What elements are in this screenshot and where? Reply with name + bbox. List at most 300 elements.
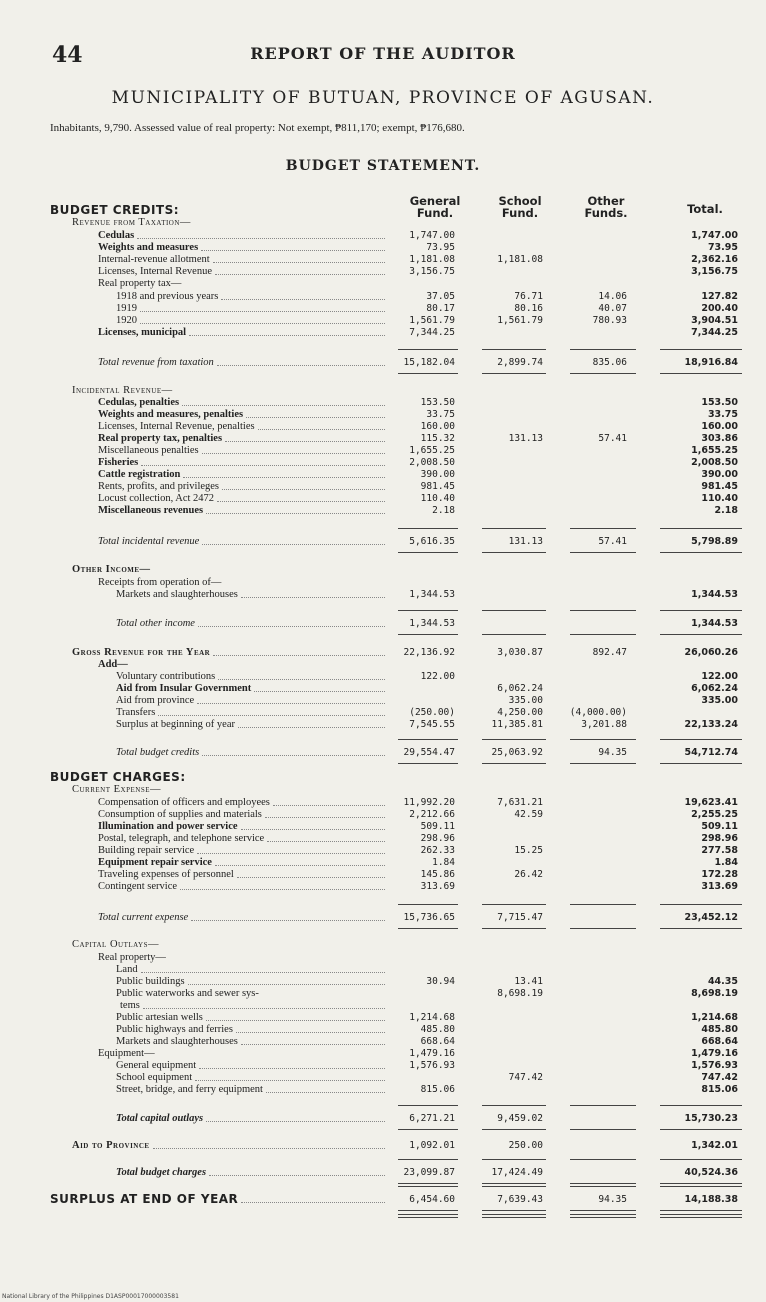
dot-leader bbox=[195, 1080, 385, 1081]
school-fund-cell: 13.41 bbox=[514, 976, 543, 987]
school-fund-cell: 6,062.24 bbox=[497, 683, 543, 694]
row-label: Real property— bbox=[98, 952, 166, 963]
other-funds-cell: 835.06 bbox=[592, 357, 627, 368]
total-cell: 7,344.25 bbox=[691, 327, 738, 338]
general-fund-cell: 122.00 bbox=[420, 671, 455, 682]
general-fund-cell: 80.17 bbox=[426, 303, 455, 314]
general-fund-cell: 7,344.25 bbox=[409, 327, 455, 338]
general-fund-cell: 23,099.87 bbox=[403, 1167, 455, 1178]
total-cell: 1.84 bbox=[714, 857, 738, 868]
dot-leader bbox=[217, 501, 385, 502]
general-fund-cell: 1,655.25 bbox=[409, 445, 455, 456]
other-funds-cell: 14.06 bbox=[598, 291, 627, 302]
total-cell: 40,524.36 bbox=[684, 1167, 738, 1178]
school-fund-cell: 42.59 bbox=[514, 809, 543, 820]
sum-rule bbox=[660, 634, 742, 635]
sum-rule bbox=[570, 739, 636, 740]
total-cell: 172.28 bbox=[701, 869, 738, 880]
general-fund-cell: 6,454.60 bbox=[409, 1194, 455, 1205]
sum-rule bbox=[660, 1210, 742, 1211]
row-label: Public artesian wells bbox=[116, 1012, 203, 1023]
total-cell: 6,062.24 bbox=[691, 683, 738, 694]
general-fund-cell: 2,008.50 bbox=[409, 457, 455, 468]
dot-leader bbox=[141, 972, 385, 973]
sum-rule bbox=[570, 634, 636, 635]
sum-rule bbox=[482, 1183, 546, 1184]
other-funds-cell: 40.07 bbox=[598, 303, 627, 314]
general-fund-cell: 22,136.92 bbox=[403, 647, 455, 658]
page-title: MUNICIPALITY OF BUTUAN, PROVINCE OF AGUSAN. bbox=[111, 88, 655, 108]
sum-rule bbox=[570, 1159, 636, 1160]
dot-leader bbox=[202, 453, 385, 454]
row-label: Incidental Revenue— bbox=[72, 385, 173, 396]
row-label: Street, bridge, and ferry equipment bbox=[116, 1084, 263, 1095]
general-fund-cell: 11,992.20 bbox=[403, 797, 455, 808]
sum-rule bbox=[660, 1105, 742, 1106]
total-cell: 1,479.16 bbox=[691, 1048, 738, 1059]
row-label: Total other income bbox=[116, 618, 195, 629]
page-number: 44 bbox=[52, 42, 83, 68]
total-cell: 1,214.68 bbox=[691, 1012, 738, 1023]
sum-rule bbox=[398, 763, 458, 764]
table-row bbox=[0, 880, 766, 893]
row-label: Voluntary contributions bbox=[116, 671, 216, 682]
sum-rule bbox=[660, 904, 742, 905]
sum-rule bbox=[570, 1186, 636, 1187]
general-fund-cell: 30.94 bbox=[426, 976, 455, 987]
final-double-rule bbox=[660, 1214, 742, 1218]
row-label: Total current expense bbox=[98, 912, 189, 923]
school-fund-cell: 131.13 bbox=[508, 433, 543, 444]
school-fund-cell: 250.00 bbox=[508, 1140, 543, 1151]
general-fund-cell: 115.32 bbox=[420, 433, 455, 444]
row-label: tems bbox=[120, 1000, 140, 1011]
row-label: Revenue from Taxation— bbox=[72, 217, 191, 228]
general-fund-cell: 668.64 bbox=[420, 1036, 455, 1047]
sum-rule bbox=[398, 1105, 458, 1106]
row-label: Real property tax, penalties bbox=[98, 433, 223, 444]
table-total-row bbox=[0, 617, 766, 630]
row-label: Other Income— bbox=[72, 564, 151, 575]
total-cell: 668.64 bbox=[701, 1036, 738, 1047]
column-header-total: Total. bbox=[687, 202, 723, 216]
general-fund-cell: 815.06 bbox=[420, 1084, 455, 1095]
general-fund-cell: (250.00) bbox=[409, 707, 455, 718]
row-label: Cattle registration bbox=[98, 469, 181, 480]
sum-rule bbox=[660, 1129, 742, 1130]
dot-leader bbox=[153, 1148, 385, 1149]
sum-rule bbox=[398, 528, 458, 529]
total-cell: 15,730.23 bbox=[684, 1113, 738, 1124]
sum-rule bbox=[570, 528, 636, 529]
table-row bbox=[0, 216, 766, 229]
row-label: Surplus at beginning of year bbox=[116, 719, 235, 730]
row-label: Licenses, municipal bbox=[98, 327, 187, 338]
general-fund-cell: 1,479.16 bbox=[409, 1048, 455, 1059]
school-fund-cell: 335.00 bbox=[508, 695, 543, 706]
running-head: REPORT OF THE AUDITOR bbox=[250, 44, 516, 63]
sum-rule bbox=[660, 373, 742, 374]
sum-rule bbox=[398, 634, 458, 635]
sum-rule bbox=[482, 1210, 546, 1211]
general-fund-cell: 1,092.01 bbox=[409, 1140, 455, 1151]
row-label: SURPLUS AT END OF YEAR bbox=[50, 1192, 239, 1206]
general-fund-cell: 1.84 bbox=[432, 857, 455, 868]
sum-rule bbox=[660, 552, 742, 553]
sum-rule bbox=[398, 1186, 458, 1187]
row-label: Weights and measures bbox=[98, 242, 199, 253]
dot-leader bbox=[198, 626, 385, 627]
general-fund-cell: 2.18 bbox=[432, 505, 455, 516]
other-funds-cell: 892.47 bbox=[592, 647, 627, 658]
row-label: BUDGET CHARGES: bbox=[50, 770, 186, 784]
row-label: Cedulas, penalties bbox=[98, 397, 180, 408]
total-cell: 509.11 bbox=[701, 821, 738, 832]
total-cell: 160.00 bbox=[701, 421, 738, 432]
dot-leader bbox=[202, 544, 385, 545]
school-fund-cell: 7,631.21 bbox=[497, 797, 543, 808]
row-label: Markets and slaughterhouses bbox=[116, 1036, 238, 1047]
row-label: 1918 and previous years bbox=[116, 291, 219, 302]
table-total-row bbox=[0, 911, 766, 924]
table-row bbox=[0, 718, 766, 731]
total-cell: 2,008.50 bbox=[691, 457, 738, 468]
dot-leader bbox=[222, 489, 385, 490]
row-label: Consumption of supplies and materials bbox=[98, 809, 262, 820]
total-cell: 1,655.25 bbox=[691, 445, 738, 456]
total-cell: 1,344.53 bbox=[691, 589, 738, 600]
dot-leader bbox=[206, 1121, 385, 1122]
dot-leader bbox=[218, 679, 385, 680]
total-cell: 981.45 bbox=[701, 481, 738, 492]
general-fund-cell: 313.69 bbox=[420, 881, 455, 892]
other-funds-cell: 57.41 bbox=[598, 433, 627, 444]
dot-leader bbox=[246, 417, 385, 418]
school-fund-cell: 131.13 bbox=[508, 536, 543, 547]
total-cell: 153.50 bbox=[701, 397, 738, 408]
total-cell: 335.00 bbox=[701, 695, 738, 706]
row-label: Total budget charges bbox=[116, 1167, 207, 1178]
school-fund-cell: 1,181.08 bbox=[497, 254, 543, 265]
other-funds-cell: 94.35 bbox=[598, 1194, 627, 1205]
sum-rule bbox=[570, 1129, 636, 1130]
dot-leader bbox=[258, 429, 385, 430]
sum-rule bbox=[660, 763, 742, 764]
sum-rule bbox=[660, 1183, 742, 1184]
sum-rule bbox=[660, 349, 742, 350]
other-funds-cell: 57.41 bbox=[598, 536, 627, 547]
row-label: Rents, profits, and privileges bbox=[98, 481, 220, 492]
other-funds-cell: 780.93 bbox=[592, 315, 627, 326]
dot-leader bbox=[213, 655, 385, 656]
table-total-row bbox=[0, 1193, 766, 1206]
row-label: Contingent service bbox=[98, 881, 178, 892]
sum-rule bbox=[660, 528, 742, 529]
sum-rule bbox=[570, 763, 636, 764]
sum-rule bbox=[570, 1105, 636, 1106]
school-fund-cell: 80.16 bbox=[514, 303, 543, 314]
total-cell: 14,188.38 bbox=[684, 1194, 738, 1205]
dot-leader bbox=[206, 513, 385, 514]
school-fund-cell: 747.42 bbox=[508, 1072, 543, 1083]
dot-leader bbox=[225, 441, 385, 442]
subtitle: Inhabitants, 9,790. Assessed value of real property: Not exempt, ₱811,170; exempt, ₱176,680. bbox=[50, 122, 465, 134]
table-row bbox=[0, 563, 766, 576]
school-fund-cell: 9,459.02 bbox=[497, 1113, 543, 1124]
sum-rule bbox=[660, 1159, 742, 1160]
total-cell: 303.86 bbox=[701, 433, 738, 444]
table-total-row bbox=[0, 1112, 766, 1125]
general-fund-cell: 485.80 bbox=[420, 1024, 455, 1035]
general-fund-cell: 110.40 bbox=[420, 493, 455, 504]
dot-leader bbox=[241, 1202, 385, 1203]
dot-leader bbox=[265, 817, 385, 818]
total-cell: 2.18 bbox=[714, 505, 738, 516]
sum-rule bbox=[482, 1129, 546, 1130]
row-label: 1919 bbox=[116, 303, 137, 314]
total-cell: 2,362.16 bbox=[691, 254, 738, 265]
total-cell: 298.96 bbox=[701, 833, 738, 844]
school-fund-cell: 25,063.92 bbox=[491, 747, 543, 758]
sum-rule bbox=[482, 739, 546, 740]
total-cell: 44.35 bbox=[707, 976, 738, 987]
total-cell: 33.75 bbox=[707, 409, 738, 420]
row-label: Building repair service bbox=[98, 845, 195, 856]
total-cell: 23,452.12 bbox=[684, 912, 738, 923]
school-fund-cell: 2,899.74 bbox=[497, 357, 543, 368]
general-fund-cell: 262.33 bbox=[420, 845, 455, 856]
table-total-row bbox=[0, 1166, 766, 1179]
sum-rule bbox=[570, 1210, 636, 1211]
sum-rule bbox=[398, 373, 458, 374]
school-fund-cell: 8,698.19 bbox=[497, 988, 543, 999]
sum-rule bbox=[660, 610, 742, 611]
school-fund-cell: 7,639.43 bbox=[497, 1194, 543, 1205]
school-fund-cell: 4,250.00 bbox=[497, 707, 543, 718]
dot-leader bbox=[215, 865, 385, 866]
sum-rule bbox=[398, 739, 458, 740]
general-fund-cell: 1,344.53 bbox=[409, 618, 455, 629]
school-fund-cell: 26.42 bbox=[514, 869, 543, 880]
row-label: Receipts from operation of— bbox=[98, 577, 222, 588]
sum-rule bbox=[660, 928, 742, 929]
row-label: Traveling expenses of personnel bbox=[98, 869, 234, 880]
other-funds-cell: 94.35 bbox=[598, 747, 627, 758]
row-label: Licenses, Internal Revenue bbox=[98, 266, 212, 277]
total-cell: 22,133.24 bbox=[684, 719, 738, 730]
sum-rule bbox=[398, 1129, 458, 1130]
total-cell: 485.80 bbox=[701, 1024, 738, 1035]
dot-leader bbox=[197, 853, 385, 854]
total-cell: 277.58 bbox=[701, 845, 738, 856]
total-cell: 390.00 bbox=[701, 469, 738, 480]
row-label: Miscellaneous penalties bbox=[98, 445, 199, 456]
row-label: Aid from province bbox=[116, 695, 195, 706]
row-label: Locust collection, Act 2472 bbox=[98, 493, 215, 504]
dot-leader bbox=[183, 477, 385, 478]
row-label: Aid from Insular Government bbox=[116, 683, 252, 694]
row-label: Equipment repair service bbox=[98, 857, 212, 868]
sum-rule bbox=[398, 1210, 458, 1211]
sum-rule bbox=[660, 1186, 742, 1187]
row-label: Add— bbox=[98, 659, 128, 670]
dot-leader bbox=[236, 1032, 385, 1033]
dot-leader bbox=[273, 805, 385, 806]
school-fund-cell: 3,030.87 bbox=[497, 647, 543, 658]
general-fund-cell: 160.00 bbox=[420, 421, 455, 432]
general-fund-cell: 390.00 bbox=[420, 469, 455, 480]
general-fund-cell: 73.95 bbox=[426, 242, 455, 253]
dot-leader bbox=[137, 238, 385, 239]
table-row bbox=[0, 1139, 766, 1152]
school-fund-cell: 17,424.49 bbox=[491, 1167, 543, 1178]
footer-credit: National Library of the Philippines D1ASP00017000003581 bbox=[2, 1293, 179, 1300]
total-cell: 747.42 bbox=[701, 1072, 738, 1083]
dot-leader bbox=[197, 703, 385, 704]
column-header-general: General Fund. bbox=[409, 194, 461, 220]
sum-rule bbox=[570, 373, 636, 374]
row-label: Postal, telegraph, and telephone service bbox=[98, 833, 265, 844]
dot-leader bbox=[201, 250, 385, 251]
sum-rule bbox=[570, 928, 636, 929]
total-cell: 8,698.19 bbox=[691, 988, 738, 999]
row-label: Total budget credits bbox=[116, 747, 200, 758]
row-label: Real property tax— bbox=[98, 278, 182, 289]
total-cell: 1,344.53 bbox=[691, 618, 738, 629]
sum-rule bbox=[570, 552, 636, 553]
sum-rule bbox=[482, 1186, 546, 1187]
general-fund-cell: 1,181.08 bbox=[409, 254, 455, 265]
general-fund-cell: 7,545.55 bbox=[409, 719, 455, 730]
total-cell: 122.00 bbox=[701, 671, 738, 682]
sum-rule bbox=[570, 349, 636, 350]
table-row bbox=[0, 326, 766, 339]
row-label: Cedulas bbox=[98, 230, 135, 241]
row-label: Transfers bbox=[116, 707, 156, 718]
sum-rule bbox=[570, 610, 636, 611]
general-fund-cell: 29,554.47 bbox=[403, 747, 455, 758]
general-fund-cell: 153.50 bbox=[420, 397, 455, 408]
total-cell: 3,156.75 bbox=[691, 266, 738, 277]
row-label: 1920 bbox=[116, 315, 137, 326]
sum-rule bbox=[482, 928, 546, 929]
sum-rule bbox=[660, 739, 742, 740]
row-label: BUDGET CREDITS: bbox=[50, 203, 180, 217]
dot-leader bbox=[140, 311, 385, 312]
general-fund-cell: 15,182.04 bbox=[403, 357, 455, 368]
general-fund-cell: 145.86 bbox=[420, 869, 455, 880]
row-label: Total incidental revenue bbox=[98, 536, 200, 547]
sum-rule bbox=[398, 349, 458, 350]
sum-rule bbox=[482, 1159, 546, 1160]
row-label: Equipment— bbox=[98, 1048, 155, 1059]
table-row bbox=[0, 588, 766, 601]
total-cell: 110.40 bbox=[701, 493, 738, 504]
general-fund-cell: 981.45 bbox=[420, 481, 455, 492]
row-label: Markets and slaughterhouses bbox=[116, 589, 238, 600]
general-fund-cell: 37.05 bbox=[426, 291, 455, 302]
row-label: School equipment bbox=[116, 1072, 193, 1083]
dot-leader bbox=[241, 597, 385, 598]
row-label: Licenses, Internal Revenue, penalties bbox=[98, 421, 255, 432]
dot-leader bbox=[206, 1020, 385, 1021]
dot-leader bbox=[143, 1008, 385, 1009]
table-row bbox=[0, 504, 766, 517]
sum-rule bbox=[570, 904, 636, 905]
dot-leader bbox=[188, 984, 385, 985]
row-label: Illumination and power service bbox=[98, 821, 238, 832]
sum-rule bbox=[482, 1105, 546, 1106]
dot-leader bbox=[238, 727, 385, 728]
school-fund-cell: 11,385.81 bbox=[491, 719, 543, 730]
general-fund-cell: 1,747.00 bbox=[409, 230, 455, 241]
total-cell: 1,342.01 bbox=[691, 1140, 738, 1151]
dot-leader bbox=[217, 365, 385, 366]
total-cell: 1,747.00 bbox=[691, 230, 738, 241]
row-label: Public waterworks and sewer sys- bbox=[116, 988, 259, 999]
dot-leader bbox=[191, 920, 385, 921]
sum-rule bbox=[398, 1183, 458, 1184]
row-label: General equipment bbox=[116, 1060, 197, 1071]
dot-leader bbox=[241, 829, 385, 830]
column-header-school: School Fund. bbox=[498, 194, 542, 220]
dot-leader bbox=[202, 755, 385, 756]
row-label: Internal-revenue allotment bbox=[98, 254, 210, 265]
dot-leader bbox=[254, 691, 385, 692]
school-fund-cell: 7,715.47 bbox=[497, 912, 543, 923]
general-fund-cell: 6,271.21 bbox=[409, 1113, 455, 1124]
general-fund-cell: 2,212.66 bbox=[409, 809, 455, 820]
total-cell: 313.69 bbox=[701, 881, 738, 892]
general-fund-cell: 3,156.75 bbox=[409, 266, 455, 277]
sum-rule bbox=[482, 634, 546, 635]
total-cell: 26,060.26 bbox=[684, 647, 738, 658]
dot-leader bbox=[182, 405, 385, 406]
total-cell: 5,798.89 bbox=[691, 536, 738, 547]
table-total-row bbox=[0, 746, 766, 759]
other-funds-cell: 3,201.88 bbox=[581, 719, 627, 730]
general-fund-cell: 509.11 bbox=[420, 821, 455, 832]
total-cell: 200.40 bbox=[701, 303, 738, 314]
table-row bbox=[0, 1083, 766, 1096]
row-label: Compensation of officers and employees bbox=[98, 797, 270, 808]
general-fund-cell: 15,736.65 bbox=[403, 912, 455, 923]
dot-leader bbox=[241, 1044, 385, 1045]
dot-leader bbox=[266, 1092, 385, 1093]
row-label: Fisheries bbox=[98, 457, 139, 468]
dot-leader bbox=[267, 841, 385, 842]
general-fund-cell: 1,344.53 bbox=[409, 589, 455, 600]
total-cell: 19,623.41 bbox=[684, 797, 738, 808]
row-label: Gross Revenue for the Year bbox=[72, 647, 211, 658]
sum-rule bbox=[398, 1159, 458, 1160]
row-label: Total revenue from taxation bbox=[98, 357, 214, 368]
dot-leader bbox=[189, 335, 385, 336]
general-fund-cell: 1,214.68 bbox=[409, 1012, 455, 1023]
dot-leader bbox=[158, 715, 385, 716]
sum-rule bbox=[570, 1183, 636, 1184]
total-cell: 2,255.25 bbox=[691, 809, 738, 820]
total-cell: 1,576.93 bbox=[691, 1060, 738, 1071]
row-label: Current Expense— bbox=[72, 784, 161, 795]
total-cell: 54,712.74 bbox=[684, 747, 738, 758]
sum-rule bbox=[482, 373, 546, 374]
dot-leader bbox=[213, 262, 385, 263]
general-fund-cell: 5,616.35 bbox=[409, 536, 455, 547]
dot-leader bbox=[237, 877, 385, 878]
total-cell: 73.95 bbox=[707, 242, 738, 253]
row-label: Public buildings bbox=[116, 976, 185, 987]
